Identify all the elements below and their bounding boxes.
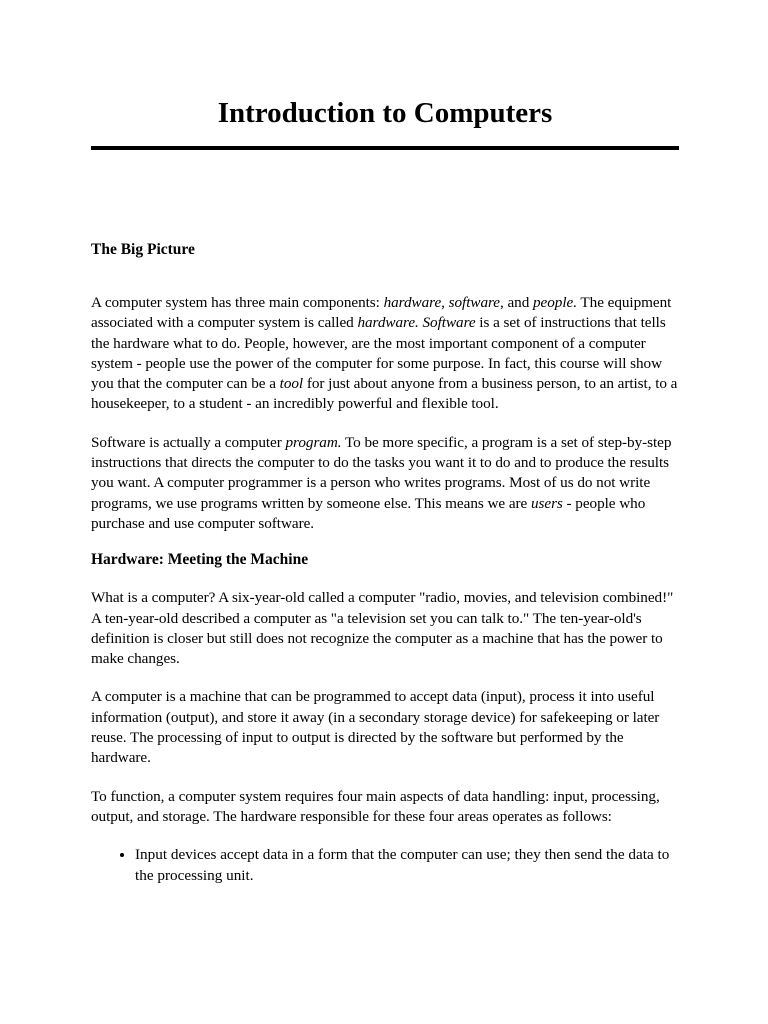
text-run: - people who purchase and use computer software. [91,494,646,532]
text-run: A computer system has three main components: [91,294,384,311]
title-divider [91,146,679,150]
emphasis-users: users [530,494,563,512]
text-run: is a set of instructions that tells the hardware what to do. People, however, are the most important component of a computer system - people use the power of the computer for some purpose. In fact, this course will show you that the computer can be a [91,314,666,393]
section-heading-big-picture: The Big Picture [91,241,195,258]
paragraph-four-aspects: To function, a computer system requires four main aspects of data handling: input, processing, output, and storage. The hardware responsible for these four areas operates as follows: [91,787,660,825]
paragraph-computer-definition: A computer is a machine that can be programmed to accept data (input), process it into useful information (output), and store it away (in a secondary storage device) for safekeeping or later reuse. The processing of input to output is directed by the software but performed by the hardware. [91,688,660,767]
emphasis-tool: tool [279,375,304,393]
paragraph-what-is-computer: What is a computer? A six-year-old called a computer "radio, movies, and television combined!" A ten-year-old described a computer as "a television set you can talk to." The ten-year-old's definition is closer but still does not recognize the computer as a machine that has the power to make changes. [91,589,674,668]
page-title: Introduction to Computers [217,97,553,129]
document-body [91,240,679,886]
text-run: Software is actually a computer [91,433,286,451]
emphasis-hardware-software: hardware, software [383,294,500,311]
hardware-aspects-list [91,845,679,886]
section-heading-hardware: Hardware: Meeting the Machine [91,551,309,569]
text-run: for just about anyone from a business person, to an artist, to a housekeeper, to a student - an incredibly powerful and flexible tool. [91,375,678,413]
text-run: , and [499,294,534,311]
paragraph-software-program [91,433,679,534]
text-run: To be more specific, a program is a set of step-by-step instructions that directs the computer to do the tasks you want it to do and to produce the results you want. A computer programmer is a person who writes programs. Most of us do not write programs, we use programs written by someone else. This means we are [91,433,672,512]
emphasis-program: program. [285,433,342,451]
list-item: • Input devices accept data in a form that the computer can use; they then send the data to the processing unit. [135,845,679,886]
text-run: The equipment associated with a computer system is called [91,294,672,332]
paragraph-components [91,293,679,415]
emphasis-people: people. [533,294,577,311]
section-spacer [91,260,679,293]
emphasis-hardware: hardware. [357,314,419,332]
emphasis-software: Software [422,314,476,332]
